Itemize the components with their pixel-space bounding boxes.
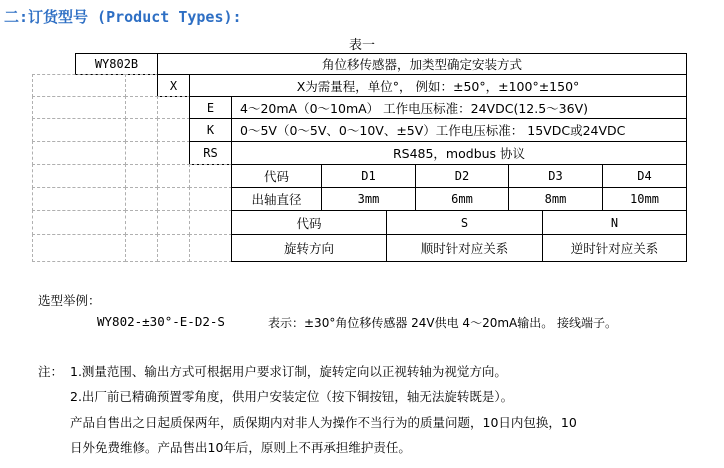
table-title-cell: 角位移传感器，加类型确定安装方式 [157, 53, 687, 75]
blank-cell [125, 96, 158, 119]
example-label: 选型举例： [38, 293, 101, 308]
output-rs-desc-cell: RS485，modbus 协议 [231, 141, 687, 165]
blank-cell [32, 118, 126, 142]
shaft-code-d4: D4 [602, 164, 687, 188]
shaft-diameter-d1: 3mm [321, 187, 416, 211]
model-cell: WY802B [75, 53, 158, 75]
blank-cell [157, 210, 190, 235]
blank-cell [32, 141, 126, 165]
blank-cell [157, 187, 190, 211]
blank-cell [125, 164, 158, 188]
output-rs-code-cell: RS [189, 141, 232, 165]
shaft-diameter-d3: 8mm [508, 187, 603, 211]
rotation-direction-label: 旋转方向 [231, 234, 387, 262]
note-1: 1.测量范围、输出方式可根据用户要求订制，旋转定向以正视转轴为视觉方向。 [70, 364, 507, 379]
shaft-diameter-d2: 6mm [415, 187, 509, 211]
shaft-diameter-label: 出轴直径 [231, 187, 322, 211]
shaft-diameter-d4: 10mm [602, 187, 687, 211]
range-desc-cell: X为需量程，单位°， 例如：±50°，±100°±150° [189, 74, 687, 97]
shaft-code-d1: D1 [321, 164, 416, 188]
blank-cell [189, 210, 232, 235]
blank-cell [157, 234, 190, 262]
rotation-direction-cw: 顺时针对应关系 [386, 234, 543, 262]
blank-cell [157, 141, 190, 165]
rotation-direction-ccw: 逆时针对应关系 [542, 234, 687, 262]
shaft-code-d2: D2 [415, 164, 509, 188]
notes-prefix: 注： [38, 364, 64, 379]
output-k-code-cell: K [189, 118, 232, 142]
blank-cell [125, 118, 158, 142]
blank-cell [157, 118, 190, 142]
blank-cell [32, 74, 126, 97]
blank-cell [32, 164, 126, 188]
blank-cell [157, 164, 190, 188]
note-3-line-1: 产品自售出之日起质保两年，质保期内对非人为操作不当行为的质量问题，10日内包换，10 [70, 415, 577, 430]
blank-cell [32, 210, 126, 235]
shaft-code-label: 代码 [231, 164, 322, 188]
blank-cell [157, 96, 190, 119]
blank-cell [125, 210, 158, 235]
shaft-code-d3: D3 [508, 164, 603, 188]
example-desc: 表示：±30°角位移传感器 24V供电 4～20mA输出。 接线端子。 [268, 316, 618, 330]
blank-cell [189, 187, 232, 211]
output-k-desc-cell: 0～5V（0～5V、0～10V、±5V）工作电压标准： 15VDC或24VDC [231, 118, 687, 142]
blank-cell [189, 234, 232, 262]
note-3-line-2: 日外免费维修。产品售出10年后，原则上不再承担维护责任。 [70, 440, 411, 455]
table-caption: 表一 [348, 38, 375, 53]
rotation-code-n: N [542, 210, 687, 235]
example-code: WY802-±30°-E-D2-S [97, 314, 225, 329]
output-e-desc-cell: 4～20mA（0～10mA） 工作电压标准：24VDC(12.5～36V) [231, 96, 687, 119]
output-e-code-cell: E [189, 96, 232, 119]
note-2: 2.出厂前已精确预置零角度，供用户安装定位（按下铜按钮，轴无法旋转既是）。 [70, 389, 514, 404]
blank-cell [125, 234, 158, 262]
blank-cell [125, 141, 158, 165]
section-heading: 二:订货型号 (Product Types): [4, 8, 242, 26]
blank-cell [125, 74, 158, 97]
blank-cell [189, 164, 232, 188]
blank-cell [32, 187, 126, 211]
blank-cell [32, 96, 126, 119]
rotation-code-label: 代码 [231, 210, 387, 235]
rotation-code-s: S [386, 210, 543, 235]
blank-cell [125, 187, 158, 211]
range-code-cell: X [157, 74, 190, 97]
blank-cell [32, 234, 126, 262]
